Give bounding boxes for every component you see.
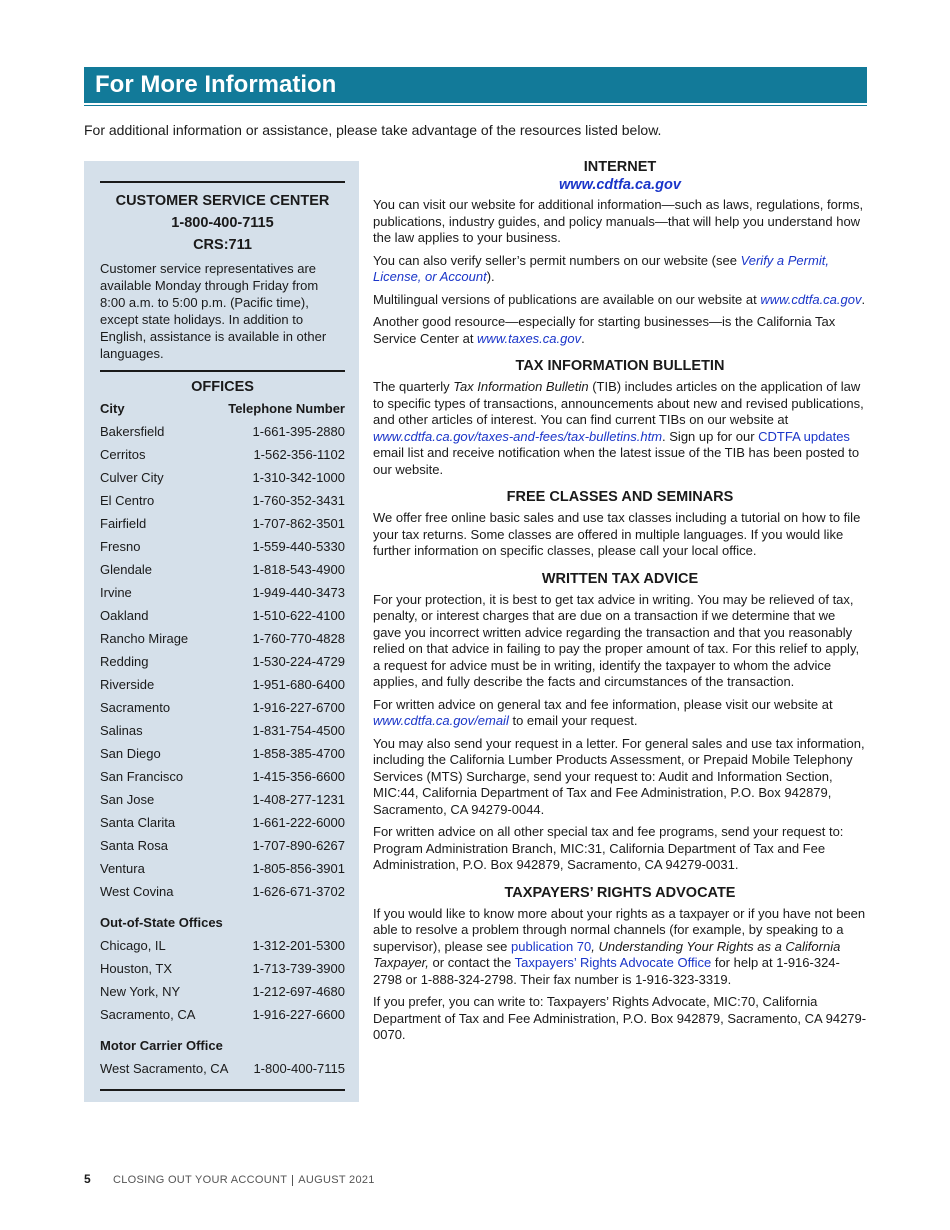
internet-paragraph-2: You can also verify seller’s permit numbers on our website (see Verify a Permit, License, or Account). xyxy=(373,252,829,284)
office-phone: 1-916-227-6600 xyxy=(252,1007,345,1022)
office-phone: 1-310-342-1000 xyxy=(252,470,345,485)
office-row xyxy=(100,765,345,788)
office-city: New York, NY xyxy=(100,984,181,999)
office-row xyxy=(100,604,345,627)
office-row xyxy=(100,834,345,857)
office-city: Redding xyxy=(100,654,149,669)
motor-carrier-list xyxy=(100,1057,345,1080)
customer-service-text: Customer service representatives are available Monday through Friday from 8:00 a.m. to 5:00 p.m. (Pacific time), except state holidays. In addition to English, assistance is available in other languages. xyxy=(100,261,327,361)
advice-paragraph-2: For written advice on general tax and fee information, please visit our website at www.cdtfa.ca.gov/email to email your request. xyxy=(373,696,833,728)
footer-separator xyxy=(292,1175,293,1186)
advocate-office-link[interactable]: Taxpayers’ Rights Advocate Office xyxy=(514,955,712,970)
internet-url-link[interactable]: www.cdtfa.ca.gov xyxy=(559,177,681,193)
classes-title: FREE CLASSES AND SEMINARS xyxy=(506,489,734,505)
advice-paragraph-3: You may also send your request in a letter. For general sales and use tax information, including the California Lumber Products Assessment, or Prepaid Mobile Telephony Services (MTS) Surcharge, send your request to: Audit and Information Section, MIC:44, California Department of Tax and Fee Administration, P.O. Box 942879, Sacramento, CA 94279-0044. xyxy=(373,735,865,817)
office-row xyxy=(100,673,345,696)
office-city: San Jose xyxy=(100,792,155,807)
tax-bulletins-link[interactable]: www.cdtfa.ca.gov/taxes-and-fees/tax-bulletins.htm xyxy=(373,428,663,444)
office-row xyxy=(100,535,345,558)
office-city: Rancho Mirage xyxy=(100,631,189,646)
customer-service-block xyxy=(100,181,345,1091)
office-phone: 1-916-227-6700 xyxy=(252,700,345,715)
office-phone: 1-408-277-1231 xyxy=(252,792,345,807)
office-city: Culver City xyxy=(100,470,164,485)
office-phone: 1-212-697-4680 xyxy=(252,984,345,999)
office-city: Sacramento xyxy=(100,700,171,715)
main-content xyxy=(373,158,867,1050)
office-row xyxy=(100,558,345,581)
office-phone: 1-415-356-6600 xyxy=(252,769,345,784)
footer-doc-title: CLOSING OUT YOUR ACCOUNT xyxy=(112,1174,288,1186)
customer-service-crs: CRS:711 xyxy=(193,237,252,253)
office-row xyxy=(100,627,345,650)
office-city: Santa Rosa xyxy=(100,838,168,853)
office-row xyxy=(100,742,345,765)
office-city: El Centro xyxy=(100,493,155,508)
out-of-state-list xyxy=(100,934,345,1026)
cdtfa-updates-link[interactable]: CDTFA updates xyxy=(758,428,850,444)
taxes-ca-gov-link[interactable]: www.taxes.ca.gov xyxy=(477,330,582,346)
advocate-paragraph-1: If you would like to know more about your rights as a taxpayer or if you have not been able to resolve a problem through normal channels (for example, by speaking to a supervisor), please see publication 70, Understanding Your Rights as a California Taxpayer, or contact the Taxpayers’ Rights Advocate Office for help at 1-916-324-2798 or 1-888-324-2798. Their fax number is 1-916-323-3319. xyxy=(373,905,866,987)
intro-text: For additional information or assistance, please take advantage of the resources listed below. xyxy=(84,122,662,138)
office-row xyxy=(100,719,345,742)
office-phone: 1-949-440-3473 xyxy=(252,585,345,600)
header-city: City xyxy=(100,401,125,416)
office-row xyxy=(100,857,345,880)
offices-table-header xyxy=(100,397,345,420)
classes-paragraph: We offer free online basic sales and use tax classes including a tutorial on how to file your tax returns. Some classes are offered in multiple languages. If you would like further information on specific classes, please call your local office. xyxy=(373,510,861,558)
tib-title: TAX INFORMATION BULLETIN xyxy=(515,358,725,374)
page-title-banner xyxy=(84,67,867,103)
office-phone: 1-707-890-6267 xyxy=(252,838,345,853)
divider xyxy=(100,1089,345,1091)
office-phone: 1-858-385-4700 xyxy=(252,746,345,761)
advice-paragraph-1: For your protection, it is best to get tax advice in writing. You may be relieved of tax, penalty, or interest charges that are due on a transaction if we determine that we gave you incorrect written advice regarding the transaction and that you reasonably relied on that advice in failing to pay the proper amount of tax. For this relief to apply, a request for advice must be in writing, identify the taxpayer to whom the advice applies, and fully describe the facts and circumstances of the transaction. xyxy=(373,591,860,689)
office-city: West Sacramento, CA xyxy=(100,1061,229,1076)
office-phone: 1-626-671-3702 xyxy=(252,884,345,899)
page-title: For More Information xyxy=(95,71,337,98)
internet-paragraph-1: You can visit our website for additional information—such as laws, regulations, forms, publications, industry guides, and policy manuals—that will help you understand how the law applies to your business. xyxy=(373,197,864,245)
internet-title: INTERNET xyxy=(583,159,657,175)
office-phone: 1-559-440-5330 xyxy=(252,539,345,554)
office-phone: 1-562-356-1102 xyxy=(253,447,345,462)
cdtfa-website-link[interactable]: www.cdtfa.ca.gov xyxy=(760,291,862,307)
offices-title: OFFICES xyxy=(191,379,254,395)
office-row xyxy=(100,1003,345,1026)
office-phone: 1-951-680-6400 xyxy=(252,677,345,692)
office-phone: 1-510-622-4100 xyxy=(252,608,345,623)
customer-service-title: CUSTOMER SERVICE CENTER xyxy=(115,193,330,209)
office-city: Oakland xyxy=(100,608,149,623)
office-row xyxy=(100,420,345,443)
office-row xyxy=(100,581,345,604)
header-phone: Telephone Number xyxy=(228,401,345,416)
office-city: Fresno xyxy=(100,539,141,554)
office-phone: 1-661-395-2880 xyxy=(252,424,345,439)
office-phone: 1-831-754-4500 xyxy=(252,723,345,738)
internet-paragraph-3: Multilingual versions of publications are available on our website at www.cdtfa.ca.gov. xyxy=(373,291,866,307)
advocate-title: TAXPAYERS’ RIGHTS ADVOCATE xyxy=(504,884,736,901)
office-phone: 1-661-222-6000 xyxy=(252,815,345,830)
office-phone: 1-707-862-3501 xyxy=(252,516,345,531)
advice-title: WRITTEN TAX ADVICE xyxy=(541,570,699,587)
office-city: Glendale xyxy=(100,562,153,577)
office-row xyxy=(100,1057,345,1080)
office-city: Santa Clarita xyxy=(100,815,176,830)
office-phone: 1-713-739-3900 xyxy=(252,961,345,976)
office-phone: 1-818-543-4900 xyxy=(252,562,345,577)
email-request-link[interactable]: www.cdtfa.ca.gov/email xyxy=(373,713,509,728)
office-row xyxy=(100,788,345,811)
office-phone: 1-760-352-3431 xyxy=(252,493,345,508)
office-phone: 1-800-400-7115 xyxy=(253,1061,345,1076)
office-city: Irvine xyxy=(100,585,132,600)
office-city: Ventura xyxy=(100,861,145,876)
advice-paragraph-4: For written advice on all other special tax and fee programs, send your request to: Program Administration Branch, MIC:31, California Department of Tax and Fee Administration, P.O. Box 942879, Sacramento, CA 94279-0031. xyxy=(373,824,844,872)
publication-70-link[interactable]: publication 70 xyxy=(511,938,592,954)
footer-date: AUGUST 2021 xyxy=(298,1174,375,1186)
office-city: Houston, TX xyxy=(100,961,173,976)
office-city: West Covina xyxy=(100,884,174,899)
office-row xyxy=(100,934,345,957)
customer-service-phone: 1-800-400-7115 xyxy=(171,215,274,231)
office-row xyxy=(100,466,345,489)
office-city: Chicago, IL xyxy=(100,938,166,953)
office-row xyxy=(100,957,345,980)
office-city: Sacramento, CA xyxy=(100,1007,196,1022)
advocate-paragraph-2: If you prefer, you can write to: Taxpayers’ Rights Advocate, MIC:70, California Department of Tax and Fee Administration, P.O. Box 942879, Sacramento, CA 94279-0070. xyxy=(373,994,867,1042)
office-city: Salinas xyxy=(100,723,143,738)
office-phone: 1-805-856-3901 xyxy=(252,861,345,876)
offices-list xyxy=(100,420,345,903)
office-city: San Diego xyxy=(100,746,161,761)
contact-sidebar xyxy=(84,161,359,1102)
office-city: Riverside xyxy=(100,677,155,692)
office-city: Fairfield xyxy=(100,516,147,531)
page-footer xyxy=(84,1172,375,1186)
office-row xyxy=(100,650,345,673)
office-city: Cerritos xyxy=(100,447,146,462)
internet-paragraph-4: Another good resource—especially for starting businesses—is the California Tax Service Center at www.taxes.ca.gov. xyxy=(373,314,836,346)
page-number: 5 xyxy=(84,1172,91,1186)
office-phone: 1-530-224-4729 xyxy=(252,654,345,669)
office-row xyxy=(100,880,345,903)
office-row xyxy=(100,696,345,719)
motor-carrier-title: Motor Carrier Office xyxy=(100,1038,223,1053)
banner-underline xyxy=(84,105,867,106)
out-of-state-title: Out-of-State Offices xyxy=(100,915,223,930)
office-phone: 1-312-201-5300 xyxy=(252,938,345,953)
tib-paragraph: The quarterly Tax Information Bulletin (TIB) includes articles on the application of law to specific types of transactions, announcements about new and revised publications, and other articles of interest. You can find current TIBs on our website at www.cdtfa.ca.gov/taxes-and-fees/tax-bulletins.htm. Sign up for our CDTFA updates email list and receive notification when the latest issue of the TIB has been posted to our website. xyxy=(373,379,864,477)
verify-permit-link[interactable]: Verify a Permit, License, or Account xyxy=(373,252,829,284)
office-city: San Francisco xyxy=(100,769,184,784)
office-row xyxy=(100,512,345,535)
office-city: Bakersfield xyxy=(100,424,165,439)
office-phone: 1-760-770-4828 xyxy=(252,631,345,646)
office-row xyxy=(100,980,345,1003)
office-row xyxy=(100,443,345,466)
office-row xyxy=(100,811,345,834)
office-row xyxy=(100,489,345,512)
